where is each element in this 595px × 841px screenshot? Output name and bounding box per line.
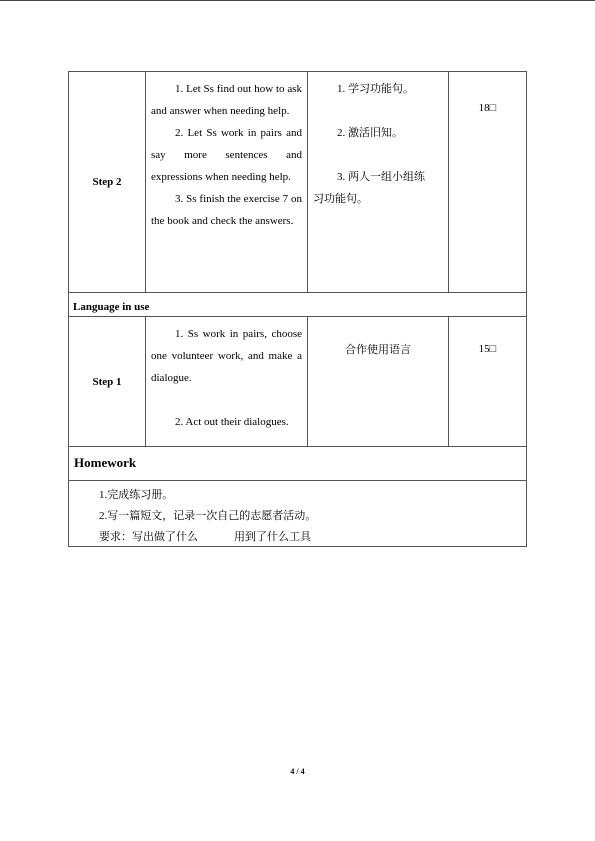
requirement-part: 要求：写出做了什么 [99,531,198,543]
activity-text: 2. Act out their dialogues. [175,416,289,428]
table-row [69,293,526,317]
table-row [69,447,526,481]
step-label: Step 2 [69,72,146,292]
activity-cell [146,72,308,292]
time-cell [449,317,526,446]
homework-item: 1.完成练习册。 [99,489,174,501]
table-row [69,481,526,546]
purpose-text: 3. 两人一组小组练 [337,171,425,183]
homework-item: 2.写一篇短文，记录一次自己的志愿者活动。 [99,510,317,522]
lesson-plan-table [68,71,527,547]
purpose-text: 1. 学习功能句。 [337,83,414,95]
page-number: 4 / 4 [290,767,305,776]
page-top-border [0,0,595,1]
activity-text: 2. Let Ss work in pairs and say more sentences and expressions when needing help. [151,127,302,183]
activity-text: 3. Ss finish the exercise 7 on the book and check the answers. [151,193,302,227]
table-row [69,317,526,447]
purpose-text: 合作使用语言 [345,344,411,356]
purpose-cell [308,317,449,446]
purpose-text: 2. 激活旧知。 [337,127,403,139]
activity-text: 1. Let Ss find out how to ask and answer when needing help. [151,83,302,117]
section-heading: Language in use [73,301,150,313]
homework-title: Homework [74,455,137,470]
table-row [69,72,526,293]
time-text: 18□ [478,102,497,114]
purpose-cell [308,72,449,292]
time-cell [449,72,526,292]
step-label: Step 1 [69,317,146,446]
activity-text: 1. Ss work in pairs, choose one volunteer work, and make a dialogue. [151,328,302,384]
homework-content [69,481,316,546]
homework-requirement [99,527,316,548]
purpose-text: 习功能句。 [313,193,368,205]
activity-cell [146,317,308,446]
requirement-part: 用到了什么工具 [234,531,311,543]
time-text: 15□ [478,343,497,355]
